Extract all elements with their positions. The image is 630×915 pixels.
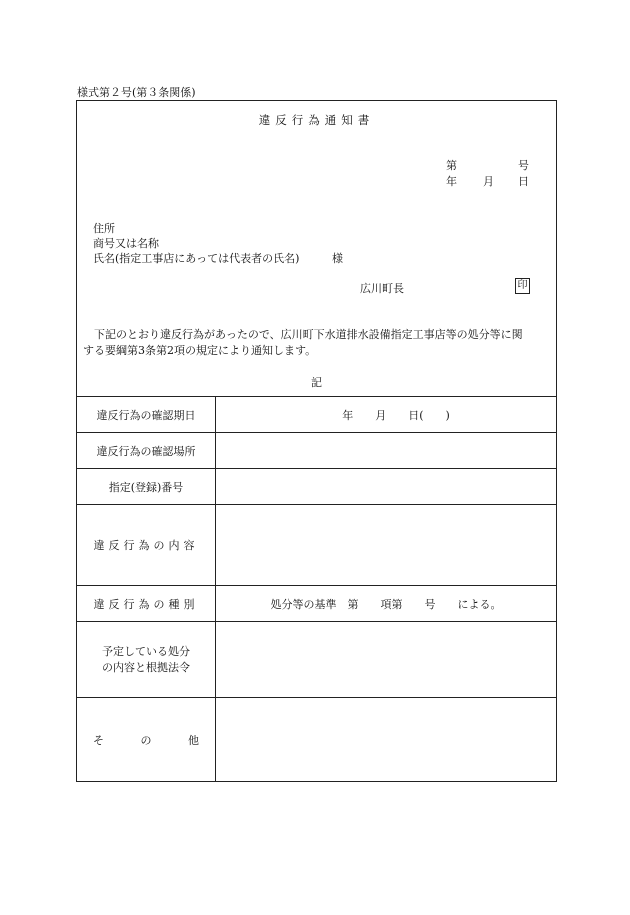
row-label: 違反行為の確認期日: [77, 397, 216, 433]
honorific: 様: [332, 252, 343, 265]
row-value-date[interactable]: 年 月 日( ): [216, 397, 557, 433]
notice-body-line-2: する要綱第3条第2項の規定により通知します。: [83, 344, 317, 357]
notice-body-line-1: 下記のとおり違反行為があったので、広川町下水道排水設備指定工事店等の処分等に関: [94, 328, 523, 341]
number-go: 号: [518, 159, 529, 172]
row-label-char: の: [140, 733, 152, 747]
table-row: [77, 469, 557, 505]
row-value-content[interactable]: [216, 505, 557, 586]
date-month: 月: [483, 175, 494, 188]
row-label: 違反行為の確認場所: [77, 433, 216, 469]
row-label: 違反行為の内容: [77, 505, 216, 586]
row-label-line-1: 予定している処分: [102, 644, 190, 658]
row-value-number[interactable]: [216, 469, 557, 505]
row-value-type[interactable]: 処分等の基準 第 項第 号 による。: [216, 586, 557, 622]
row-value-other[interactable]: [216, 698, 557, 782]
document-title: 違反行為通知書: [258, 113, 375, 127]
ki-heading: 記: [311, 376, 322, 389]
details-table: [76, 396, 557, 782]
row-label-other: [77, 732, 215, 748]
table-row: [77, 397, 557, 433]
row-label-char: そ: [93, 733, 104, 747]
row-label: [77, 622, 216, 698]
notice-header-box: [76, 100, 557, 396]
row-value-place[interactable]: [216, 433, 557, 469]
notice-body: [83, 327, 553, 359]
row-label: [77, 698, 216, 782]
name-label: 氏名(指定工事店にあっては代表者の氏名): [93, 252, 300, 265]
row-label-line-2: の内容と根拠法令: [102, 660, 190, 674]
sender-title: 広川町長: [360, 282, 404, 295]
trade-name-label: 商号又は名称: [93, 237, 159, 250]
date-day: 日: [518, 175, 529, 188]
table-row: [77, 586, 557, 622]
row-label: 違反行為の種別: [77, 586, 216, 622]
form-number-label: 様式第２号(第３条関係): [77, 86, 196, 99]
date-year: 年: [446, 175, 457, 188]
address-label: 住所: [93, 222, 115, 235]
table-row: [77, 505, 557, 586]
seal-mark: 印: [515, 278, 530, 294]
table-row: [77, 433, 557, 469]
row-label: 指定(登録)番号: [77, 469, 216, 505]
table-row: [77, 622, 557, 698]
table-row: [77, 698, 557, 782]
row-label-char: 他: [188, 733, 199, 747]
number-dai: 第: [446, 159, 457, 172]
row-value-planned-action[interactable]: [216, 622, 557, 698]
